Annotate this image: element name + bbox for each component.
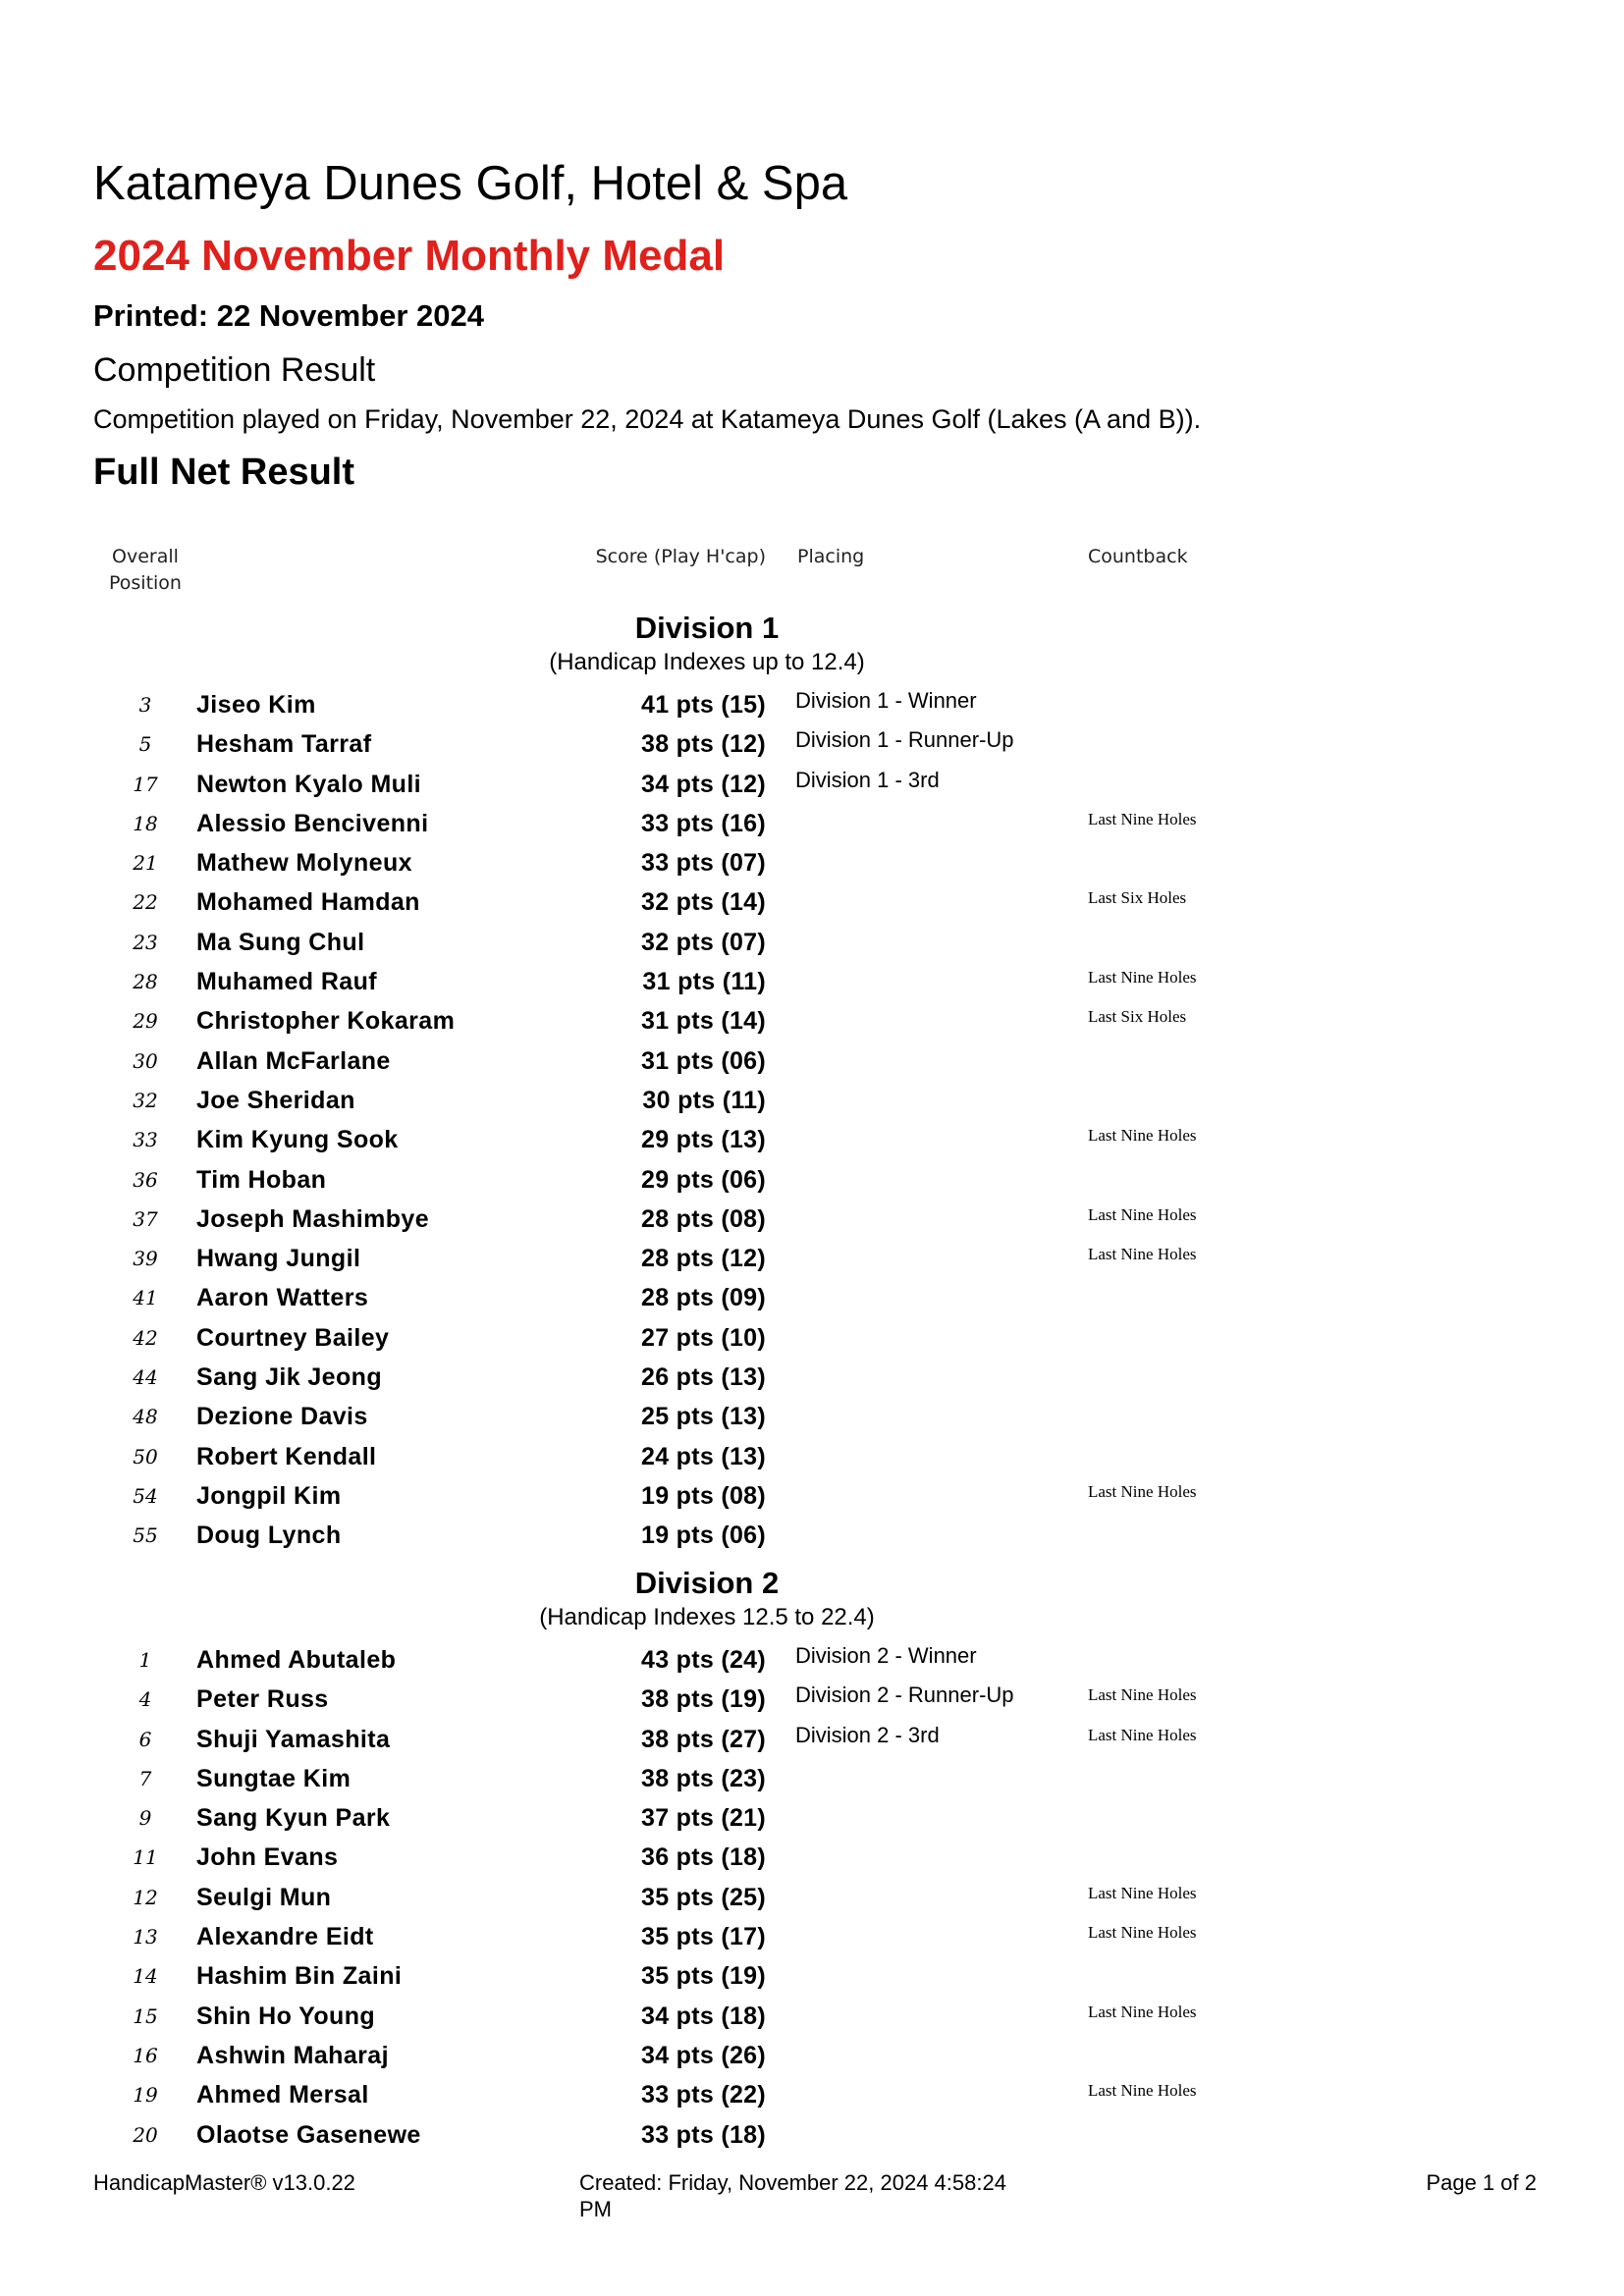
result-row [0,1001,1624,1041]
countback-cell: Last Six Holes [1088,888,1187,908]
score-cell: 34 pts (18) [641,2002,766,2030]
result-row [0,1640,1624,1680]
result-row [0,1358,1624,1397]
result-row [0,685,1624,724]
position-cell: 44 [133,1365,158,1390]
player-name-cell: Joe Sheridan [196,1086,355,1114]
player-name-cell: Ahmed Mersal [196,2081,369,2109]
player-name-cell: Doug Lynch [196,1522,342,1550]
column-header-position-line2: Position [109,572,182,594]
player-name-cell: Ashwin Maharaj [196,2041,389,2069]
played-description: Competition played on Friday, November 22, 2024 at Katameya Dunes Golf (Lakes (A and B)). [93,404,1202,434]
column-header-score: Score (Play H'cap) [595,546,766,567]
score-cell: 38 pts (12) [641,730,766,759]
score-cell: 30 pts (11) [642,1086,766,1114]
score-cell: 31 pts (11) [642,968,766,996]
result-row [0,2115,1624,2155]
score-cell: 35 pts (17) [641,1923,766,1951]
position-cell: 36 [133,1167,158,1192]
player-name-cell: Ma Sung Chul [196,928,365,956]
countback-cell: Last Six Holes [1088,1007,1187,1027]
player-name-cell: Olaotse Gasenewe [196,2120,421,2149]
position-cell: 48 [133,1405,158,1429]
position-cell: 32 [133,1088,158,1112]
player-name-cell: Mohamed Hamdan [196,888,420,917]
result-row [0,1516,1624,1555]
score-cell: 43 pts (24) [641,1646,766,1674]
result-row [0,1878,1624,1917]
score-cell: 24 pts (13) [641,1442,766,1470]
player-name-cell: Shuji Yamashita [196,1725,391,1753]
player-name-cell: Seulgi Mun [196,1883,332,1911]
player-name-cell: Tim Hoban [196,1165,327,1194]
position-cell: 5 [138,732,152,757]
result-row [0,962,1624,1001]
result-row [0,1917,1624,1956]
score-cell: 29 pts (13) [641,1126,766,1154]
result-row [0,1278,1624,1317]
score-cell: 32 pts (14) [641,888,766,917]
footer-created: Created: Friday, November 22, 2024 4:58:24 PM [579,2170,1006,2221]
position-cell: 12 [133,1885,158,1909]
competition-title: 2024 November Monthly Medal [93,232,726,280]
score-cell: 19 pts (06) [641,1522,766,1550]
player-name-cell: Sungtae Kim [196,1764,352,1792]
position-cell: 33 [133,1128,158,1152]
countback-cell: Last Nine Holes [1088,1245,1197,1264]
club-title: Katameya Dunes Golf, Hotel & Spa [93,157,848,210]
position-cell: 22 [133,890,158,915]
position-cell: 3 [138,693,152,717]
score-cell: 33 pts (07) [641,849,766,878]
score-cell: 28 pts (09) [641,1284,766,1312]
position-cell: 21 [133,851,158,876]
result-row [0,724,1624,764]
player-name-cell: Peter Russ [196,1685,329,1714]
position-cell: 54 [133,1483,158,1508]
score-cell: 38 pts (23) [641,1764,766,1792]
position-cell: 18 [133,811,158,835]
countback-cell: Last Nine Holes [1088,1923,1197,1943]
placing-cell: Division 2 - Runner-Up [795,1682,1014,1708]
division-title: Division 1 [634,611,780,645]
player-name-cell: Hwang Jungil [196,1245,361,1273]
result-row [0,1160,1624,1200]
player-name-cell: Sang Kyun Park [196,1804,391,1833]
player-name-cell: Robert Kendall [196,1442,377,1470]
score-cell: 41 pts (15) [641,691,766,719]
countback-cell: Last Nine Holes [1088,1481,1197,1501]
result-row [0,2036,1624,2075]
countback-cell: Last Nine Holes [1088,968,1197,988]
position-cell: 17 [133,772,158,796]
position-cell: 13 [133,1925,158,1949]
player-name-cell: Joseph Mashimbye [196,1204,430,1233]
score-cell: 34 pts (26) [641,2041,766,2069]
result-row [0,1759,1624,1798]
score-cell: 29 pts (06) [641,1165,766,1194]
result-row [0,1720,1624,1759]
result-row [0,1838,1624,1877]
position-cell: 28 [133,970,158,994]
division-2-header [412,1564,1001,1632]
position-cell: 30 [133,1048,158,1073]
division-subtitle: (Handicap Indexes 12.5 to 22.4) [539,1604,875,1630]
position-cell: 39 [133,1247,158,1271]
column-header-position-line1: Overall [112,546,179,567]
countback-cell: Last Nine Holes [1088,1883,1197,1902]
position-cell: 7 [138,1766,152,1790]
result-row [0,923,1624,962]
position-cell: 41 [133,1286,158,1310]
position-cell: 42 [133,1325,158,1350]
player-name-cell: Muhamed Rauf [196,968,377,996]
position-cell: 50 [133,1444,158,1468]
score-cell: 35 pts (19) [641,1962,766,1991]
position-cell: 11 [133,1845,158,1870]
countback-cell: Last Nine Holes [1088,2081,1197,2101]
placing-cell: Division 1 - Runner-Up [795,727,1014,753]
player-name-cell: Courtney Bailey [196,1323,390,1352]
player-name-cell: Allan McFarlane [196,1046,391,1075]
score-cell: 31 pts (14) [641,1007,766,1036]
result-row [0,804,1624,843]
column-header-placing: Placing [797,546,865,567]
countback-cell: Last Nine Holes [1088,2002,1197,2021]
result-row [0,1437,1624,1476]
score-cell: 28 pts (08) [641,1204,766,1233]
score-cell: 27 pts (10) [641,1323,766,1352]
player-name-cell: Shin Ho Young [196,2002,376,2030]
player-name-cell: Kim Kyung Sook [196,1126,399,1154]
player-name-cell: Aaron Watters [196,1284,369,1312]
section-title: Full Net Result [93,452,355,493]
score-cell: 25 pts (13) [641,1403,766,1431]
result-row [0,765,1624,804]
player-name-cell: Dezione Davis [196,1403,368,1431]
score-cell: 32 pts (07) [641,928,766,956]
score-cell: 35 pts (25) [641,1883,766,1911]
countback-cell: Last Nine Holes [1088,1685,1197,1705]
position-cell: 9 [138,1806,152,1831]
footer-page-number: Page 1 of 2 [1426,2170,1537,2195]
position-cell: 14 [133,1964,158,1989]
player-name-cell: Alexandre Eidt [196,1923,374,1951]
player-name-cell: Hashim Bin Zaini [196,1962,403,1991]
division-1-header [412,609,1001,677]
position-cell: 55 [133,1523,158,1548]
score-cell: 33 pts (16) [641,809,766,837]
result-row [0,1997,1624,2036]
player-name-cell: Alessio Bencivenni [196,809,429,837]
result-row [0,1239,1624,1278]
result-row [0,843,1624,882]
division-2-results [0,1640,1624,2155]
result-row [0,1956,1624,1996]
result-row [0,1200,1624,1239]
placing-cell: Division 2 - Winner [795,1643,977,1668]
position-cell: 37 [133,1206,158,1231]
position-cell: 4 [138,1687,152,1712]
result-row [0,2075,1624,2114]
result-row [0,1680,1624,1719]
score-cell: 28 pts (12) [641,1245,766,1273]
player-name-cell: John Evans [196,1843,339,1872]
result-row [0,1120,1624,1159]
countback-cell: Last Nine Holes [1088,1204,1197,1224]
placing-cell: Division 1 - Winner [795,688,977,713]
score-cell: 31 pts (06) [641,1046,766,1075]
placing-cell: Division 2 - 3rd [795,1722,940,1747]
result-row [0,882,1624,922]
player-name-cell: Mathew Molyneux [196,849,412,878]
score-cell: 38 pts (27) [641,1725,766,1753]
score-cell: 34 pts (12) [641,770,766,798]
player-name-cell: Sang Jik Jeong [196,1363,382,1392]
position-cell: 19 [133,2083,158,2108]
position-cell: 20 [133,2122,158,2147]
placing-cell: Division 1 - 3rd [795,767,940,792]
countback-cell: Last Nine Holes [1088,809,1197,828]
result-row [0,1041,1624,1081]
printed-date: Printed: 22 November 2024 [93,298,485,333]
report-subtitle: Competition Result [93,351,376,389]
countback-cell: Last Nine Holes [1088,1126,1197,1146]
score-cell: 19 pts (08) [641,1481,766,1510]
player-name-cell: Christopher Kokaram [196,1007,456,1036]
position-cell: 23 [133,930,158,954]
player-name-cell: Jiseo Kim [196,691,316,719]
result-row [0,1397,1624,1436]
score-cell: 38 pts (19) [641,1685,766,1714]
position-cell: 29 [133,1009,158,1034]
player-name-cell: Hesham Tarraf [196,730,372,759]
player-name-cell: Newton Kyalo Muli [196,770,422,798]
position-cell: 6 [138,1727,152,1751]
column-header-countback: Countback [1088,546,1188,567]
countback-cell: Last Nine Holes [1088,1725,1197,1744]
column-header-position [98,544,192,597]
result-row [0,1798,1624,1838]
player-name-cell: Jongpil Kim [196,1481,342,1510]
position-cell: 15 [133,2003,158,2028]
score-cell: 37 pts (21) [641,1804,766,1833]
result-row [0,1081,1624,1120]
player-name-cell: Ahmed Abutaleb [196,1646,397,1674]
score-cell: 36 pts (18) [641,1843,766,1872]
score-cell: 33 pts (22) [641,2081,766,2109]
division-1-results [0,685,1624,1556]
result-row [0,1318,1624,1358]
score-cell: 33 pts (18) [641,2120,766,2149]
division-title: Division 2 [634,1566,780,1600]
position-cell: 16 [133,2043,158,2067]
footer-software: HandicapMaster® v13.0.22 [93,2170,355,2195]
division-subtitle: (Handicap Indexes up to 12.4) [549,649,865,675]
result-row [0,1476,1624,1516]
score-cell: 26 pts (13) [641,1363,766,1392]
position-cell: 1 [138,1648,152,1672]
